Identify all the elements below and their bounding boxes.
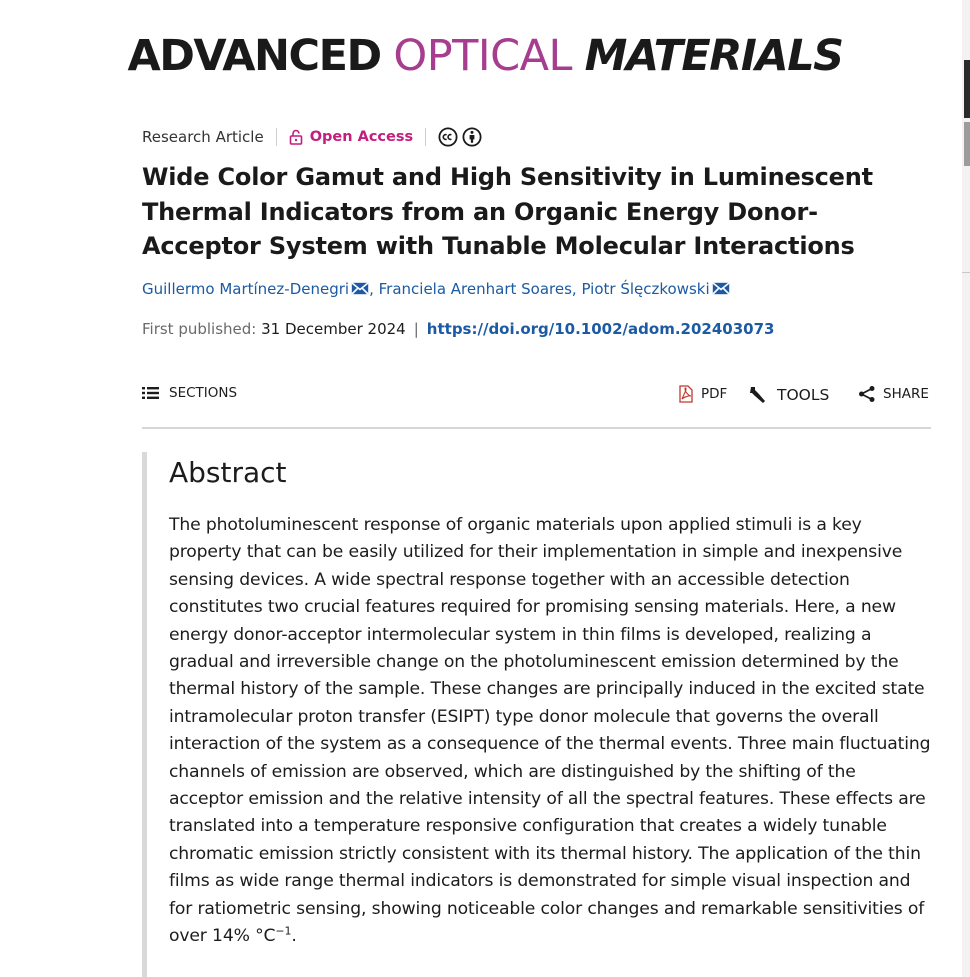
scrollbar-marker: [964, 122, 970, 166]
publication-info: [142, 320, 774, 338]
meta-separator: [425, 128, 426, 146]
abstract-end: .: [291, 926, 297, 947]
journal-name-part3: MATERIALS: [584, 31, 843, 81]
article-meta: [142, 125, 482, 149]
journal-logo[interactable]: [0, 28, 970, 84]
abstract-heading: Abstract: [169, 456, 287, 489]
abstract-section: [142, 452, 937, 977]
journal-name-part1: ADVANCED: [127, 31, 381, 81]
sections-label: SECTIONS: [169, 385, 238, 401]
article-toolbar: [142, 382, 931, 410]
first-published-label: First published:: [142, 320, 257, 338]
author-link[interactable]: Piotr Ślęczkowski: [581, 280, 710, 298]
scrollbar-thumb[interactable]: [964, 60, 970, 118]
meta-separator: [276, 128, 277, 146]
pub-separator: |: [413, 320, 419, 338]
lock-icon: [289, 129, 303, 145]
edge-divider: [962, 272, 970, 273]
abstract-exponent: −1: [275, 924, 292, 938]
pdf-label: PDF: [701, 386, 728, 402]
author-separator: ,: [369, 280, 379, 298]
publication-date: 31 December 2024: [261, 320, 406, 338]
cc-by-icon: [462, 127, 482, 147]
article-title: Wide Color Gamut and High Sensitivity in Luminescent Thermal Indicators from an Organic Energy Donor-Acceptor System with Tunable Molecular Interactions: [142, 163, 873, 260]
author-link[interactable]: Guillermo Martínez-Denegri: [142, 280, 350, 298]
doi-link[interactable]: https://doi.org/10.1002/adom.202403073: [426, 320, 775, 338]
author-list: [142, 280, 730, 298]
pdf-icon: [678, 385, 694, 403]
mail-icon[interactable]: [712, 282, 730, 295]
license-icons[interactable]: [438, 127, 482, 147]
article-type: Research Article: [142, 128, 264, 146]
scrollbar[interactable]: [962, 0, 970, 977]
share-button[interactable]: [858, 385, 929, 403]
abstract-text: [169, 512, 933, 951]
cc-icon: [438, 127, 458, 147]
tools-label: TOOLS: [777, 386, 830, 404]
mail-icon[interactable]: [351, 282, 369, 295]
journal-name-part2: OPTICAL: [393, 31, 572, 81]
open-access-badge[interactable]: Open Access: [309, 129, 414, 145]
share-icon: [858, 385, 876, 403]
wrench-icon: [748, 385, 770, 405]
abstract-body: The photoluminescent response of organic materials upon applied stimuli is a key property that can be easily utilized for their implementation in simple and inexpensive sensing devices. A wide spectral response together with an accessible detection constitutes two crucial features required for promising sensing materials. Here, a new energy donor-acceptor intermolecular system in thin films is developed, realizing a gradual and irreversible change on the photoluminescent emission determined by the thermal history of the sample. These changes are principally induced in the excited state intramolecular proton transfer (ESIPT) type donor molecule that governs the overall interaction of the system as a consequence of the thermal events. Three main fluctuating channels of emission are observed, which are distinguished by the shifting of the acceptor emission and the relative intensity of all the spectral features. These effects are translated into a temperature responsive configuration that creates a widely tunable chromatic emission strictly consistent with its thermal history. The application of the thin films as wide range thermal indicators is demonstrated for simple visual inspection and for ratiometric sensing, showing noticeable color changes and remarkable sensitivities of over 14% °C: [169, 515, 931, 947]
author-link[interactable]: Franciela Arenhart Soares: [378, 280, 572, 298]
pdf-button[interactable]: [678, 385, 727, 403]
tools-button[interactable]: [748, 385, 829, 405]
toolbar-divider: [142, 427, 931, 429]
list-icon: [142, 386, 159, 400]
sections-button[interactable]: [142, 385, 237, 401]
share-label: SHARE: [883, 386, 929, 402]
author-separator: ,: [571, 280, 582, 298]
